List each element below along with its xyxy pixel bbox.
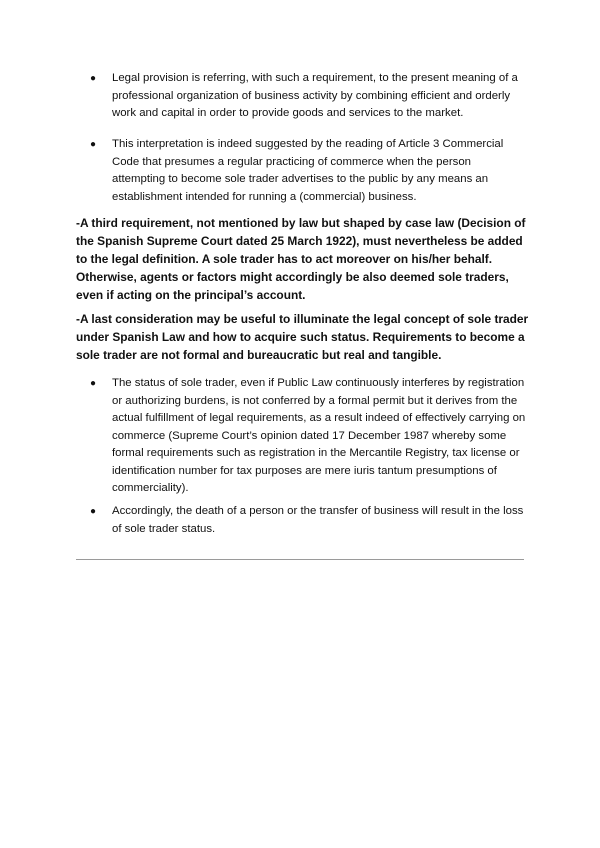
list-item	[86, 136, 526, 206]
bullet-text-interpretation: This interpretation is indeed suggested by the reading of Article 3 Commercial Code that presumes a regular practicing of commerce when the person attempting to become sole trader advertises to the public by any means an establishment intended for running a (commercial) business.	[112, 138, 504, 203]
list-item	[86, 375, 526, 498]
paragraph-last-consideration: -A last consideration may be useful to illuminate the legal concept of sole trader under Spanish Law and how to acquire such status. Requirements to become a sole trader are not formal and bureaucratic but real and tangible.	[76, 312, 529, 362]
bullet-list-1	[86, 70, 526, 123]
bullet-marker: ●	[90, 506, 97, 517]
list-item	[86, 70, 526, 123]
paragraph-third-requirement: -A third requirement, not mentioned by law but shaped by case law (Decision of the Spanish Supreme Court dated 25 March 1922), must nevertheless be added to the legal definition. A sole trader has to act moreover on his/her behalf. Otherwise, agents or factors might accordingly be also deemed sole traders, even if acting on the principal’s account.	[76, 216, 526, 302]
bullet-marker: ●	[90, 378, 97, 389]
horizontal-divider	[76, 559, 524, 560]
list-item	[86, 503, 526, 538]
bullet-list-2-second	[86, 503, 526, 538]
bullet-marker: ●	[90, 139, 97, 150]
bullet-text-status-sole-trader: The status of sole trader, even if Public Law continuously interferes by registration or authorizing burdens, is not conferred by a formal permit but it derives from the actual fulfillment of legal requirements, as a result indeed of effectively carrying on commerce (Supreme Court’s opinion dated 17 December 1987 whereby some formal requirements such as registration in the Mercantile Registry, tax license or identification number for tax purposes are mere iuris tantum presumptions of commerciality).	[112, 377, 526, 494]
bullet-list-1-second	[86, 136, 526, 206]
bullet-marker: ●	[90, 73, 97, 84]
bullet-text-death-transfer: Accordingly, the death of a person or the transfer of business will result in the loss of sole trader status.	[112, 505, 524, 535]
bullet-text-legal-provision: Legal provision is referring, with such a requirement, to the present meaning of a professional organization of business activity by combining efficient and orderly work and capital in order to provide goods and services to the market.	[112, 72, 518, 119]
bullet-list-2	[86, 375, 526, 498]
